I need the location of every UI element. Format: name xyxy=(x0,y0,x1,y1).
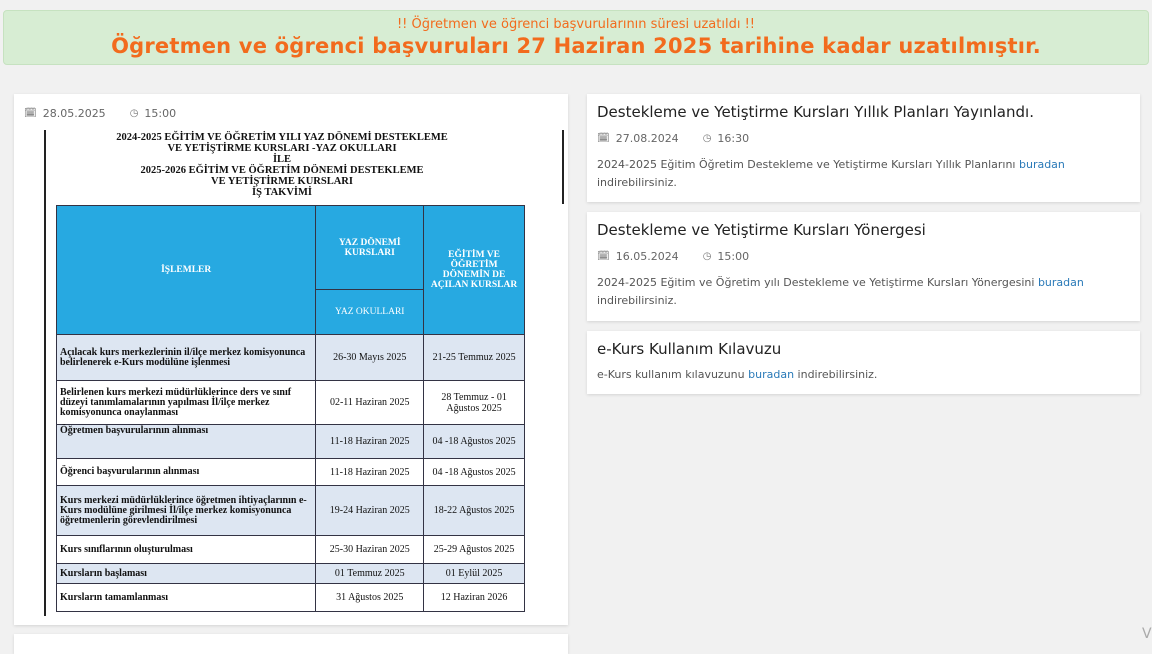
post-title[interactable]: Destekleme ve Yetiştirme Kursları Yıllık Planları Yayınlandı. xyxy=(597,103,1034,121)
clock-icon: ◷ xyxy=(702,251,712,262)
post-title[interactable]: e-Kurs Kullanım Kılavuzu xyxy=(597,340,782,358)
corner-glyph: V xyxy=(1142,626,1152,642)
table-row: Kursların başlaması 01 Temmuz 2025 01 Eylül 2025 xyxy=(57,564,525,584)
next-post-card[interactable] xyxy=(14,634,568,654)
post-time: 16:30 xyxy=(717,132,750,145)
post-time: 15:00 xyxy=(717,250,750,263)
calendar-icon: 🗓︎ xyxy=(597,251,610,262)
calendar-icon: 🗓︎ xyxy=(597,133,610,144)
document-title: 2024-2025 EĞİTİM VE ÖĞRETİM YILI YAZ DÖNEMİ DESTEKLEME VE YETİŞTİRME KURSLARI -YAZ OKULLARI İLE 2025-2026 EĞİTİM VE ÖĞRETİM DÖNEMİ DESTEKLEME VE YETİŞTİRME KURSLARI İŞ TAKVİMİ xyxy=(116,132,448,198)
post-meta xyxy=(597,250,749,263)
post-card-guideline[interactable] xyxy=(587,212,1140,321)
calendar-icon: 🗓︎ xyxy=(24,108,37,119)
announcement-banner xyxy=(3,10,1149,65)
table-row: Kurs sınıflarının oluşturulması 25-30 Haziran 2025 25-29 Ağustos 2025 xyxy=(57,536,525,564)
header-operations: İŞLEMLER xyxy=(57,206,316,335)
post-card-annual-plans[interactable] xyxy=(587,94,1140,202)
post-title[interactable]: Destekleme ve Yetiştirme Kursları Yönergesi xyxy=(597,221,926,239)
post-description: e-Kurs kullanım kılavuzunu buradan indirebilirsiniz. xyxy=(597,368,878,381)
table-row: Kursların tamamlanması 31 Ağustos 2025 12 Haziran 2026 xyxy=(57,584,525,612)
post-meta xyxy=(597,132,749,145)
table-row: Öğretmen başvurularının alınması 11-18 Haziran 2025 04 -18 Ağustos 2025 xyxy=(57,425,525,459)
post-date: 16.05.2024 xyxy=(615,250,679,263)
table-row: Öğrenci başvurularının alınması 11-18 Haziran 2025 04 -18 Ağustos 2025 xyxy=(57,459,525,486)
download-link[interactable]: buradan xyxy=(748,368,795,381)
download-link[interactable]: buradan xyxy=(1018,158,1065,171)
table-row: Belirlenen kurs merkezi müdürlüklerince ders ve sınıf düzeyi tanımlamalarının yapılması İl/ilçe merkez komisyonunca onaylanması 02-11 Haziran 2025 28 Temmuz - 01 Ağustos 2025 xyxy=(57,381,525,425)
header-term-courses: EĞİTİM VE ÖĞRETİM DÖNEMİN DE AÇILAN KURSLAR xyxy=(424,206,525,335)
post-card-user-guide[interactable] xyxy=(587,331,1140,394)
schedule-table xyxy=(56,205,525,612)
post-time: 15:00 xyxy=(144,107,177,120)
header-summer-courses: YAZ DÖNEMİ KURSLARI xyxy=(316,206,424,290)
post-description: 2024-2025 Eğitim ve Öğretim yılı Destekleme ve Yetiştirme Kursları Yönergesini buradan indirebilirsiniz. xyxy=(597,276,1084,307)
schedule-document-image[interactable] xyxy=(44,130,561,616)
download-link[interactable]: buradan xyxy=(1037,276,1084,289)
announcement-title: Öğretmen ve öğrenci başvuruları 27 Haziran 2025 tarihine kadar uzatılmıştır. xyxy=(111,34,1041,58)
clock-icon: ◷ xyxy=(702,133,712,144)
table-row: Açılacak kurs merkezlerinin il/ilçe merkez komisyonunca belirlenerek e-Kurs modülüne işlenmesi 26-30 Mayıs 2025 21-25 Temmuz 2025 xyxy=(57,335,525,381)
post-date: 27.08.2024 xyxy=(615,132,679,145)
announcement-subtitle: !! Öğretmen ve öğrenci başvurularının süresi uzatıldı !! xyxy=(396,17,756,32)
clock-icon: ◷ xyxy=(129,108,139,119)
table-row: Kurs merkezi müdürlüklerince öğretmen ihtiyaçlarının e-Kurs modülüne girilmesi İl/ilçe merkez komisyonunca öğretmenlerin görevlendirilmesi 19-24 Haziran 2025 18-22 Ağustos 2025 xyxy=(57,486,525,536)
post-date: 28.05.2025 xyxy=(42,107,106,120)
header-summer-schools: YAZ OKULLARI xyxy=(316,290,424,335)
main-post-meta xyxy=(24,107,176,120)
main-post-card[interactable] xyxy=(14,94,568,625)
post-description: 2024-2025 Eğitim Öğretim Destekleme ve Yetiştirme Kursları Yıllık Planlarını buradan indirebilirsiniz. xyxy=(597,158,1065,189)
